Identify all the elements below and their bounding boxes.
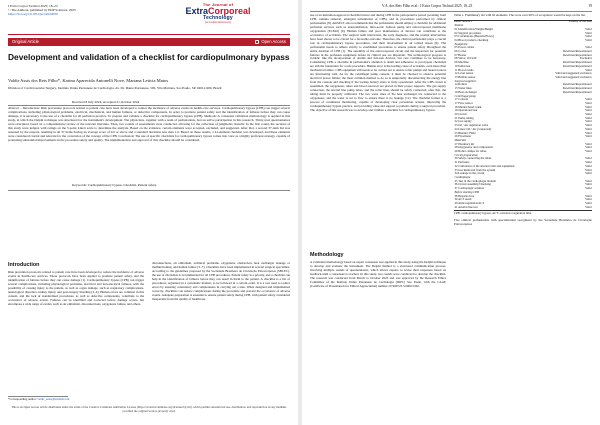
- table-cell-validity: Valid: [585, 37, 592, 42]
- logo-word-extra: Extra: [185, 6, 208, 16]
- table-cell-item: 16 Heat exchanger: [454, 89, 477, 94]
- header-validity: Validity of the item: [568, 19, 592, 24]
- lock-open-icon: [255, 40, 259, 44]
- received-accepted-dates: Received 8 July 2024, Accepted 21 October 2024: [72, 100, 140, 104]
- table-cell-validity: Valid: [585, 186, 592, 191]
- table-cell-validity: Valid: [585, 141, 592, 146]
- table-cell-item: 11 Blood cardio: [454, 67, 474, 72]
- corresponding-author: [8, 398, 290, 402]
- table-cell-item: Centrifugal pump: [454, 93, 476, 98]
- table-cell-item: 10 Initial test: [454, 63, 471, 68]
- journal-header: [8, 4, 168, 17]
- table-cell-item: 38 Heparin dose: [454, 193, 475, 198]
- table-cell-validity: Valid: [585, 45, 592, 50]
- table-cell-validity: Valid: [585, 108, 592, 113]
- table-cell-item: 33 Gas Removed from the system: [454, 167, 496, 172]
- table-cell-validity: Valid: [585, 104, 592, 109]
- table-cell-validity: Rewritten/Repositioned: [563, 49, 592, 54]
- table-cell-validity: Rewritten/Repositioned: [563, 52, 592, 57]
- table-cell-item: 15 Water lines: [454, 86, 472, 91]
- journal-citation: J Extra Corpor Technol 2025; 18–23: [8, 4, 58, 8]
- table-cell-validity: Valid: [585, 34, 592, 39]
- table-section-label: Circuit preparation: [454, 152, 478, 157]
- table-footnote: CPB: cardiopulmonary bypass; ACT: activated coagulation time.: [454, 210, 532, 215]
- table-cell-item: 07 Heater: [454, 52, 467, 57]
- table-cell-validity: Valid: [585, 123, 592, 128]
- keywords: Keywords: Cardiopulmonary bypass, Checklist, Patient safety.: [72, 183, 157, 187]
- table-cell-item: 09 Machine: [454, 60, 469, 65]
- author-list: Valdir Assis dos Reis Filho*, Karina Aparecida Antonelli Nove, Mariana Leticia Matos: [8, 78, 169, 83]
- intro-heading: Introduction: [8, 262, 40, 268]
- table-cell-validity: Rewritten/Repositioned: [563, 60, 592, 65]
- table-cell-validity: Valid: [585, 115, 592, 120]
- table-cell-item: 12 Level sensor: [454, 71, 474, 76]
- table-cell-validity: Rewritten/Repositioned: [563, 63, 592, 68]
- table-cell-validity: Valid: [585, 112, 592, 117]
- table-cell-item: 30 Safety connecting the tubes: [454, 156, 492, 161]
- table-cell-item: 27 Pharmacy kit: [454, 141, 475, 146]
- running-head-citation: V.A. dos Reis Filho et al.: J Extra Corpor Technol 2025, 18–23: [382, 4, 473, 8]
- table-cell-item: 03 Calculations (Heparin/Flows): [454, 34, 494, 39]
- table-row: [454, 206, 592, 210]
- methodology-heading: Methodology: [310, 252, 344, 258]
- table-cell-item: 29 Roller clamps for tubes: [454, 149, 487, 154]
- table-cell-validity: Valid: [585, 134, 592, 139]
- table-cell-item: 14 Rollers: [454, 82, 467, 87]
- table-cell-validity: Valid: [585, 171, 592, 176]
- table-cell-validity: Valid: [585, 97, 592, 102]
- right-intro-text: use of an institution-approved checklist before and during CPB in the perioperative period (weaning from CPB, cannula removal, emergent reinstitution of CPB), and in procedures performed by clinical perfusionists [8]. AmSECT also recommends that the perfusionist should employ a checklist for additional perfusion services such as autotransfusion, intra-aortic balloon pump and extracorporeal membrane oxygenation (ECMO) [9]. Human failure and poor maintenance of devices can contribute to the occurrence of accidents. The surgical team interaction, the early diagnosis, and the prompt intervention have been shown to be crucial for a favorable outcome. Therefore, the clinical perfusionist plays a crucial role in cardiopulmonary bypass procedures, and their involvement in all related issues [6]. The perfusionist needs to adhere strictly to established procedures to ensure patient safety throughout the entire duration of CPB [1]. The assembly of the extracorporeal circuit and the inspection for potential failures in the perfusion equipment before its clinical use are important. The technological progress is evident: like the incorporation of alarms and fail-safe devices, but care continues to be necessary. Considering CPB, a checklist in perfusionist's attention is detail and adherence to pre-bypass checklists are still the foundation for a safe procedure. Human error is the leading cause of accidents, even more than mechanical failure. CPB equipment still needs to be carried out to ensure roller pumps and heater/coolers are functioning well. As for the centrifugal pump console, it must be checked to observe potential electrical power failure; the most common method to do so is temporarily disconnecting the energy line from the console and checking if the backup battery starts to fully operational. After the CPB circuit is assembled, the oxygenator, tubes and blood reservoir are placed in their proper supports. The gas supply connection, the arterial line pump tubes, and the roller lines should be safely connected; after that, the tubing must be properly calibrated. The two water lines of the heat exchanger are connected to the oxygenator, and the water is set to flow to ensure there is no leakage [12]. The checklist format is a process of continuous monitoring, capable of developing clear prevention actions, improving the cardiopulmonary bypass practice, and providing value and support to patients during a surgical procedure. The objective of this research was to develop and validate a checklist for cardiopulmonary bypass.: [310, 14, 446, 112]
- table-cell-item: 32 Calibration of the arterial roller and equipment: [454, 163, 515, 168]
- table-cell-item: 06 Cooler: [454, 49, 467, 54]
- table-section-label: Materials: [454, 137, 467, 142]
- running-head-rule: [310, 11, 592, 12]
- table-cell-item: 36 Circuit assembly/Checking: [454, 182, 491, 187]
- right-column-2-bottom: Five clinical perfusionists with specialization recognized by the Sociedade Brasileira de Circulação Extracorpórea: [454, 218, 592, 227]
- header-rule: [8, 34, 290, 35]
- table-cell-validity: Valid: [585, 193, 592, 198]
- table-cell-validity: Valid: [585, 119, 592, 124]
- article-title: Development and validation of a checklist for cardiopulmonary bypass: [8, 52, 290, 62]
- table-cell-item: 34 Leakage in the circuit: [454, 171, 485, 176]
- running-head: [310, 4, 592, 8]
- table-cell-item: 02 Surgical procedure: [454, 30, 481, 35]
- table-cell-validity: Valid: [585, 130, 592, 135]
- table-cell-validity: Valid and suggested exclusion: [555, 75, 592, 79]
- article-type: Original Article: [12, 39, 39, 44]
- table-cell-item: 21 Pump tubing: [454, 115, 474, 120]
- journal-logo: [183, 3, 253, 24]
- table-cell-item: 25 Blender: FIO2: [454, 130, 476, 135]
- table-cell-item: 17 Console: [454, 97, 469, 102]
- table-cell-validity: Valid: [585, 163, 592, 168]
- journal-site-link[interactable]: ject.edpsciences.org: [205, 20, 231, 24]
- table-cell-validity: Valid: [585, 160, 592, 165]
- table-cell-validity: Excluded: [580, 56, 592, 61]
- right-column-1-top: [310, 14, 446, 249]
- table-section-label: Patient: [454, 23, 464, 28]
- table-cell-item: 08 Valve: 110/220: [454, 56, 477, 61]
- table-caption: Table 1. Preliminary list with 62 elements. The score over 90% of acceptance would be kept on the list.: [454, 13, 586, 17]
- abstract-text: Abstract – Introduction: Risk prevention protocols related to patient care have been developed to reduce the incidence of adverse events in health-care services. Cardiopulmonary bypass (CPB) can trigger several complications, including physiological problems, electrical, mechanical, and human failures, or defective components. In order to promote patient safety and the identification of failures before they can cause damage, it is necessary to the use of a checklist for all perfusion practice. To prepare and validate a checklist for cardiopulmonary bypass (CPB). Methods: A consensus validation methodology is applied in this study, in which the Delphi technique was structured for the instrument's development. The physicians, together with a team of perfusionists, had an active participation in this research. Thirty-four questionnaires were structured, based on a comprehensive review of the relevant literature. Then, two rounds of assessments were conducted, allowing for the collection of judgments. Results: In the first round, the sections of this study were judged, with ratings on the 5-point Likert scale to determine the analysis. Based on the evidence, certain elements were accepted, excluded, and suggested. After that, a second 37-item list was assessed by the experts, resulting in all 37 items having an average score of 9.0 or above and a standard deviation less than 1.0. Based on these results, a 41-element checklist was developed, and these elements were considered crucial and relevant for the conversion of the concept of the CPB. Conclusion: The use of specific checklists for cardiopulmonary bypass comes into view as a highly proficient strategy, capable of promoting substantial improvements in the procedure safety and quality. The implementation and approval of this checklist should be considered.: [8, 106, 290, 142]
- table-cell-item: 13 Bubble sensor: [454, 75, 476, 79]
- page-right: [302, 0, 600, 425]
- table-cell-validity: Valid: [585, 167, 592, 172]
- table-cell-item: 31 Perfusate: [454, 160, 470, 165]
- footnote-label: *Corresponding author:: [8, 397, 37, 401]
- table-cell-validity: Valid: [585, 30, 592, 35]
- methodology-text: A validation methodology based on expert consensus was applied in this study, using the Delphi technique to develop and evaluate the instrument. The Delphi method is a structured communication process, involving multiple rounds of questionnaires, which allows experts to revise their responses based on feedback until a consensus is reached. In this study, two rounds were conducted to develop the checklist. The research was conducted from March to October 2023 and was approved by the Research Ethics Committee of the Instituto Dante Pazzanese de Cardiologia (IDPC) Sao Paulo, with the CAAE [Certificate of Presentation for Ethical Appreciation] number: 67490723.5.0000.5462.: [310, 260, 446, 288]
- intro-text-2: disconnections, air embolism, technical problems, oxygenator obstruction, heat exchanger leakage or malfunctioning, and human failure [5–7]. Checklists have been implemented in several surgical specialties. According to the guidelines proposed by the Sociedade Brasileira de Circulação Extracorpórea (SBCEC), the use of checklists is recommended for all CPB procedures. Patient safety is a priority, and a checklist can help in the identification of failures before they can result in harm to the patient. A checklist is a list of procedures, organized in a systematic manner, to be followed in a certain order. It is a tool used to reduce errors by ensuring consistency and completeness in carrying out a task. When designed and implemented correctly, checklists can reduce complications during the procedure and prevent the occurrence of adverse events. Adequate preparation is essential to ensure patient safety during CPB, with patient safety considered inseparable from the quality of healthcare.: [152, 261, 290, 301]
- table-cell-item: 41 Arterial line test: [454, 204, 478, 209]
- table-cell-item: 26 Flowmeter: [454, 134, 472, 139]
- table-cell-validity: Rewritten/Repositioned: [563, 89, 592, 94]
- license-note: This is an Open Access article distributed under the terms of the Creative Commons Attribution License (https://creativecommons.org/licenses/by/4.0), which permits unrestricted use, distribution, and reproduction in any medium, provided the original work is properly cited.: [11, 405, 287, 413]
- doi-link[interactable]: https://doi.org/10.1051/ject/2024030: [8, 12, 58, 17]
- table-body: [454, 20, 592, 209]
- table-cell-validity: Valid: [585, 182, 592, 187]
- page-number: 19: [588, 4, 592, 8]
- table-cell-validity: Valid: [585, 126, 592, 131]
- table-section-label: Cardioplegia: [454, 174, 471, 179]
- logo-word-technology: Technology: [203, 15, 233, 21]
- table-cell-item: 19 Operational test: [454, 108, 478, 113]
- table-cell-item: 18 Manual hand crank: [454, 104, 482, 109]
- table-1: [454, 14, 592, 227]
- table-cell-item: 23 O2 / Air regulation valve: [454, 123, 489, 128]
- table-cell-validity: Valid: [585, 204, 592, 209]
- author-email-link[interactable]: valdir_assis@hotmail.com: [37, 397, 70, 401]
- intro-text-1: Risk prevention protocols related to patient care have been developed to reduce the incidence of adverse events in health-care services. These protocols have been applied to promote patient safety, and the identification of failures before they can cause damage [1]. Cardiopulmonary bypass (CPB) can trigger several complications, including physiological problems, electrical and non-electrical failures, with the possibility of causing injury to the patient, as well as organ damage, such as respiratory complications, neurological disorders, kidney injury, and post-surgery bleeding [2–4]. Human errors are common in this context, and the lack of standardized procedures, as well as defective components, contribute to the occurrence of adverse events. Failures can be identified and corrected before damage occurs, but encompass a wide range of events, such as air embolism, disconnections, oxygenator failure, and others.: [8, 270, 144, 306]
- table-cell-validity: Valid: [585, 100, 592, 105]
- table-cell-item: Before starting CPB: [454, 189, 479, 194]
- table-section-label: Equipment: [454, 41, 468, 46]
- table-cell-item: 40 Anticoagulation/ACT: [454, 200, 485, 205]
- table-cell-item: 05 Power cables: [454, 45, 475, 50]
- article-type-bar: [8, 38, 290, 46]
- table-cell-validity: Rewritten/Repositioned: [563, 86, 592, 91]
- methodology-section: [310, 252, 446, 422]
- table-cell-item: 39 ACT result: [454, 197, 472, 202]
- table-cell-item: 22 Gas supply: [454, 119, 472, 124]
- table-cell-validity: Valid: [585, 67, 592, 72]
- table-cell-item: 04 Blood products checking: [454, 37, 489, 42]
- table-cell-item: 20 Circuit: [454, 112, 467, 117]
- logo-word-corporeal: Corporeal: [208, 6, 251, 16]
- table-cell-validity: Valid and suggested exclusion: [555, 71, 592, 76]
- table-cell-item: 28 Oxygenator and components: [454, 145, 493, 150]
- table-section-label: Surgical suppliers: [454, 78, 477, 83]
- table-cell-validity: Valid: [585, 197, 592, 202]
- table-cell-validity: Valid: [585, 26, 592, 31]
- open-access-badge: [255, 38, 286, 46]
- table-cell-validity: Valid: [585, 200, 592, 205]
- intro-column-1: [8, 262, 144, 307]
- intro-column-2: [152, 262, 290, 302]
- table-cell-validity: Rewritten/Repositioned: [563, 82, 592, 87]
- copyright: © The Authors, published by EDP Sciences, 2025: [8, 8, 76, 13]
- table-cell-validity: Valid: [585, 145, 592, 150]
- affiliation: Division of Cardiovascular Surgery, Instituto Dante Pazzanese de Cardiologia, Av. Dr. Dante Pazzanese, 500, Vila Mariana, Sao Paulo, SP, 04012-909, Brazil: [8, 86, 222, 90]
- table-cell-validity: Valid: [585, 149, 592, 154]
- table-cell-item: 37 Cardioplegic solution: [454, 186, 485, 191]
- table-cell-item: 35 Test in the cardioplegia module: [454, 178, 496, 183]
- open-access-label: Open Access: [261, 39, 286, 44]
- abstract-bottom-rule: [8, 190, 290, 191]
- logo-small-text: The Journal of: [202, 2, 234, 7]
- table-cell-item: 01 Identification/Weight/Height: [454, 26, 493, 31]
- table-cell-validity: Valid: [585, 178, 592, 183]
- page-left: [0, 0, 298, 425]
- table-cell-validity: Valid: [585, 156, 592, 161]
- header-items: Items version 1: [454, 19, 473, 24]
- table-cell-item: 24 Lines: O2 / Air (connected): [454, 126, 492, 131]
- table-cell-item: 17 Flow sensor: [454, 100, 473, 105]
